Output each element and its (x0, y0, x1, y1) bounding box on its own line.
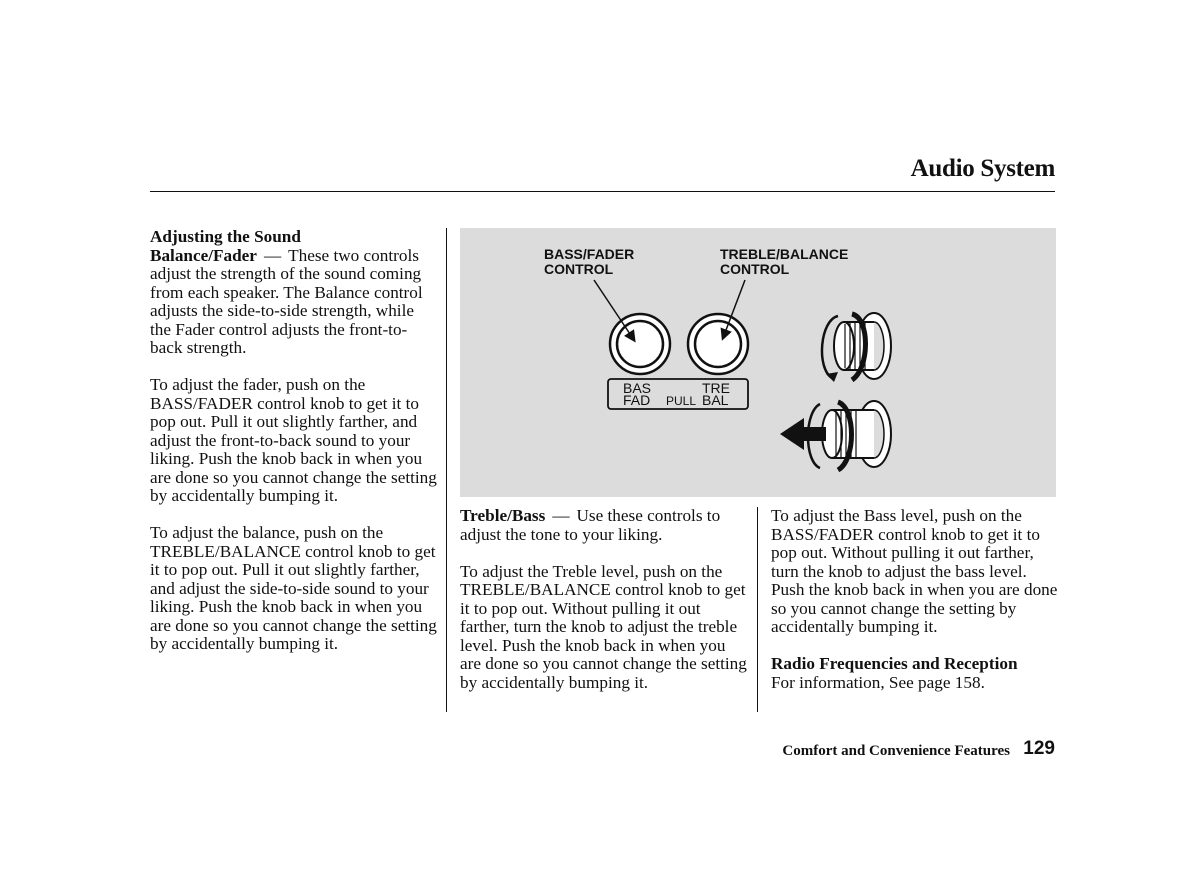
em-dash: — (263, 245, 282, 265)
bass-fader-knob (610, 314, 670, 374)
panel-tre: TRE (702, 380, 730, 396)
audio-controls-illustration (460, 228, 1056, 497)
column-divider-2 (757, 507, 758, 712)
treble-bass-heading: Treble/Bass (460, 506, 546, 525)
em-dash: — (552, 506, 570, 525)
illustration-svg (460, 228, 1056, 497)
bass-instructions: To adjust the Bass level, push on the BASS/FADER control knob to get it to pop out. Without pulling it out farther, turn the knob to adjust the bass level. Push the knob back in when you are done so you cannot change the setting by accidentally bumping it. (771, 506, 1058, 636)
panel-fad: FAD (623, 392, 651, 408)
treble-balance-label-1: TREBLE/BALANCE (720, 246, 849, 262)
column-divider-1 (446, 228, 447, 712)
control-label-panel (608, 379, 748, 409)
column-1 (150, 228, 438, 654)
panel-bal: BAL (702, 392, 729, 408)
radio-page-link[interactable]: 158 (954, 672, 981, 692)
column-3 (771, 507, 1059, 692)
treble-bass-intro (460, 507, 748, 544)
radio-text: For information, See page (771, 672, 951, 692)
balance-fader-heading-line1: Adjusting the Sound (150, 227, 301, 246)
balance-instructions: To adjust the balance, push on the TREBLE/BALANCE control knob to get it to pop out. Pull it out slightly farther, and adjust the side-to-side sound to your liking. Push the knob back in when you are done so you cannot change the setting by accidentally bumping it. (150, 523, 437, 653)
treble-bass-intro-text: Use these controls to adjust the tone to your liking. (460, 506, 721, 544)
panel-bas: BAS (623, 380, 652, 396)
treble-instructions: To adjust the Treble level, push on the TREBLE/BALANCE control knob to get it to pop out. Without pulling it out farther, turn the knob to adjust the treble level. Push the knob back in when you are done so you cannot change the setting by accidentally bumping it. (460, 561, 747, 692)
bass-fader-label-1: BASS/FADER (544, 246, 635, 262)
rotate-knob-illustration (822, 313, 891, 382)
page-title: Audio System (910, 155, 1055, 182)
balance-fader-intro (150, 228, 438, 358)
balance-fader-heading-line2: Balance/Fader (150, 245, 257, 265)
panel-pull: PULL (666, 394, 697, 408)
header-divider (150, 191, 1055, 192)
radio-heading: Radio Frequencies and Reception (771, 654, 1018, 673)
page-number: 129 (1023, 738, 1055, 759)
footer-section-title: Comfort and Convenience Features (782, 743, 1010, 759)
treble-balance-knob (688, 314, 748, 374)
radio-period: . (980, 672, 985, 692)
radio-section (771, 655, 1059, 692)
column-2 (460, 507, 748, 692)
treble-balance-label-2: CONTROL (720, 261, 790, 277)
pull-knob-illustration (780, 401, 891, 470)
bass-fader-label-2: CONTROL (544, 261, 614, 277)
fader-instructions: To adjust the fader, push on the BASS/FADER control knob to get it to pop out. Pull it out slightly farther, and adjust the front-to-back sound to your liking. Push the knob back in when you are done so you cannot change the setting by accidentally bumping it. (150, 375, 437, 505)
balance-fader-intro-text: These two controls adjust the strength of the sound coming from each speaker. The Balance control adjusts the side-to-side strength, while the Fader control adjusts the front-to-back strength. (150, 245, 423, 357)
